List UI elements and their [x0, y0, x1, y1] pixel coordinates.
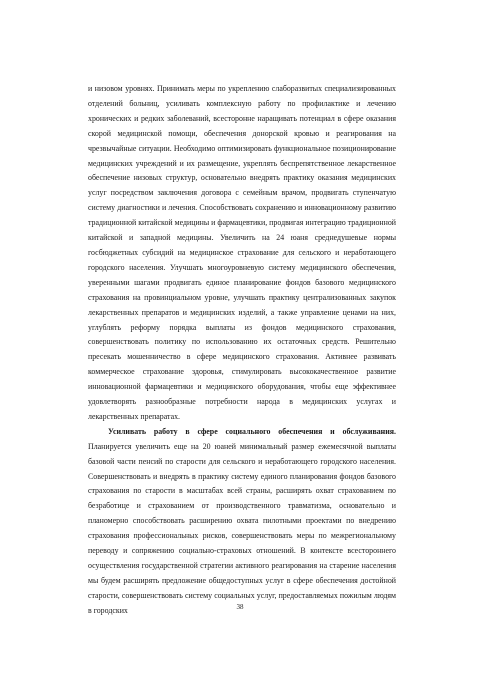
paragraph-text: и низовом уровнях. Принимать меры по укреплению слаборазвитых специализированных отделений больниц, усиливать комплексную работу по профилактике и лечению хронических и редких заболеваний, всесторонне наращивать потенциал в сфере оказания скорой медицинской помощи, обеспечения донорской кровью и реагирования на чрезвычайные ситуации. Необходимо оптимизировать функциональное позиционирование медицинских учреждений и их размещение, укреплять беспрепятственное лекарственное обеспечение низовых структур, основательно внедрять практику оказания медицинских услуг посредством заключения договора с семейным врачом, продвигать ступенчатую систему диагностики и лечения. Способствовать сохранению и инновационному развитию традиционной китайской медицины и фармацевтики, продвигая интеграцию традиционной китайской и западной медицины. Увеличить на 24 юаня среднедушевые нормы госбюджетных субсидий на медицинское страхование для сельского и неработающего городского населения. Улучшать многоуровневую систему медицинского обеспечения, уверенными шагами продвигать единое планирование фондов базового медицинского страхования на провинциальном уровне, улучшать практику централизованных закупок лекарственных препаратов и медицинских изделий, а также управление ценами на них, углублять реформу порядка выплаты из фондов медицинского страхования, совершенствовать политику по использованию их остаточных средств. Решительно пресекать мошенничество в сфере медицинского страхования. Активнее развивать коммерческое страхование здоровья, стимулировать высококачественное развитие инновационной фармацевтики и медицинского оборудования, чтобы еще эффективнее удовлетворять разнообразные потребности народа в медицинских услугах и лекарственных препаратах.: [88, 84, 396, 421]
paragraph-healthcare: [88, 82, 396, 425]
paragraph-lead: Усиливать работу в сфере социального обеспечения и обслуживания.: [108, 426, 396, 436]
paragraph-social-security: [88, 425, 396, 619]
document-body: [88, 82, 396, 619]
paragraph-text: Планируется увеличить еще на 20 юаней минимальный размер ежемесячной выплаты базовой части пенсий по старости для сельского и неработающего городского населения. Совершенствовать и внедрять в практику систему единого планирования фондов базового страхования по старости в масштабах всей страны, расширять охват страхованием по безработице и страхованием от производственного травматизма, основательно и планомерно способствовать расширению охвата пилотными проектами по внедрению страхования профессиональных рисков, совершенствовать меры по межрегиональному переводу и сопряжению социально-страховых отношений. В контексте всестороннего осуществления государственной стратегии активного реагирования на старение населения мы будем расширять предложение общедоступных услуг в сфере обеспечения достойной старости, совершенствовать систему социальных услуг, предоставляемых пожилым людям в городских: [88, 441, 396, 615]
page-number: 38: [236, 603, 244, 611]
